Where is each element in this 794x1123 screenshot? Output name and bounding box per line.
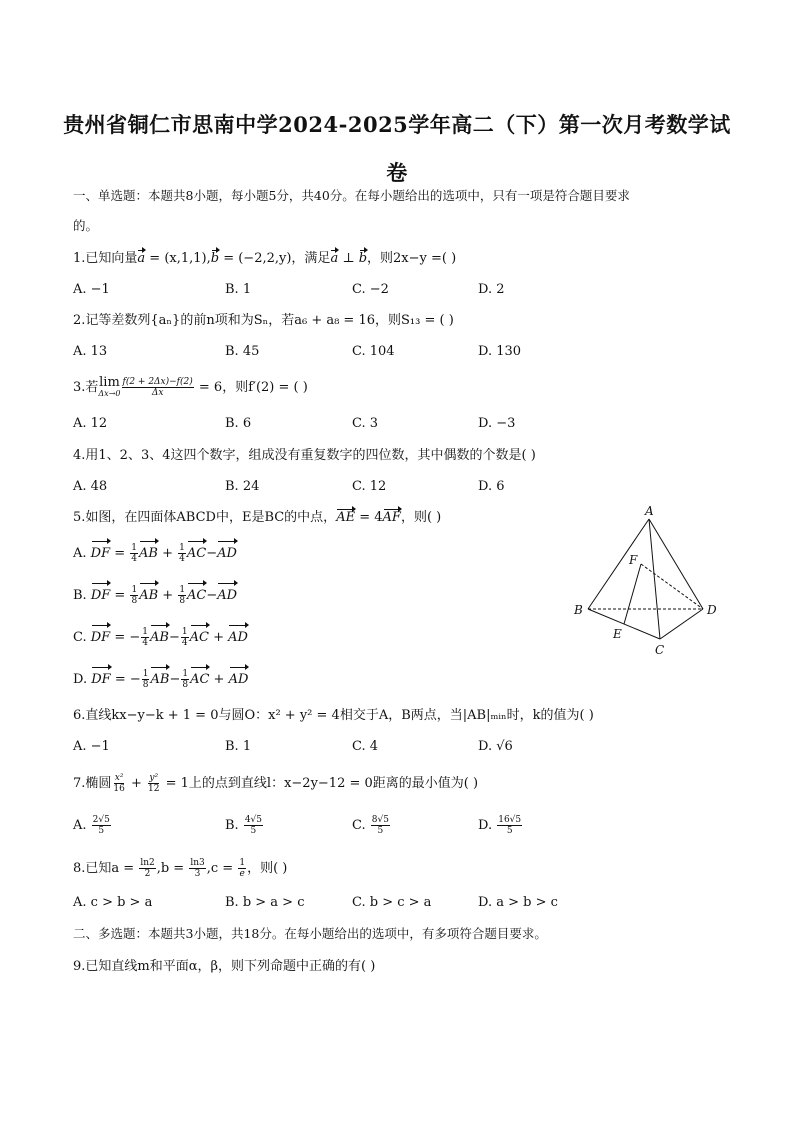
- point-label-f: F: [629, 553, 638, 567]
- question-7-option-a: A. $\frac{2√5}{5}$: [73, 815, 110, 836]
- vertex-label-c: C: [655, 643, 665, 657]
- tetrahedron-figure: [560, 502, 730, 662]
- limit-expression: lim Δx→0: [98, 374, 121, 398]
- question-6-stem: 6.直线kx−y−k + 1 = 0与圆O：x² + y² = 4相交于A，B两点，当|AB|ₘᵢₙ时，k的值为( ): [73, 708, 594, 723]
- question-1-option-c: C. −2: [352, 282, 389, 297]
- section-single-choice-header-cont: 的。: [73, 218, 99, 233]
- question-5-option-b: B. DF = $\frac{1}{8}$ AB + $\frac{1}{8}$ AC−AD: [73, 582, 237, 610]
- tetrahedron-diagram: [560, 502, 730, 662]
- question-3-option-a: A. 12: [73, 416, 108, 431]
- edge-ad: [649, 519, 703, 609]
- question-7-stem: 7.椭圆 $\frac{\text{x²}}{16}$ + $\frac{\text{y²}}{12}$ = 1上的点到直线l：x−2y−12 = 0距离的最小值为( ): [73, 773, 479, 794]
- point-label-e: E: [613, 627, 622, 641]
- question-9-stem: 9.已知直线m和平面α，β，则下列命题中正确的有( ): [73, 959, 376, 974]
- question-3-stem: 3.若 lim Δx→0 $\frac{f(2 + 2\Delta x)-f(2)}{\Delta x}$ = 6，则f′(2) = ( ): [73, 374, 308, 398]
- section-multi-choice-header: 二、多选题：本题共3小题，共18分。在每小题给出的选项中，有多项符合题目要求。: [73, 926, 547, 941]
- question-1-option-a: A. −1: [73, 282, 110, 297]
- question-8-stem: 8.已知a = $\frac{\ln 2}{2}$ ,b = $\frac{\ln 3}{3}$ ,c = $\frac{1}{e}$ ，则( ): [73, 858, 288, 879]
- edge-cd: [660, 609, 703, 639]
- question-7-option-d: D. $\frac{16√5}{5}$: [478, 815, 522, 836]
- question-4-stem: 4.用1、2、3、4这四个数字，组成没有重复数字的四位数，其中偶数的个数是( ): [73, 448, 536, 463]
- question-8-option-a: A. c > b > a: [73, 895, 153, 910]
- question-5-option-a: A. DF = $\frac{1}{4}$ AB + $\frac{1}{4}$ AC−AD: [73, 540, 237, 568]
- question-1-option-d: D. 2: [478, 282, 505, 297]
- question-6-option-d: D. √6: [478, 739, 513, 754]
- question-5-option-d: D. DF = − $\frac{1}{8}$ AB− $\frac{1}{8}$ AC + AD: [73, 666, 248, 694]
- document-title: [60, 101, 734, 197]
- question-2-stem: 2.记等差数列{aₙ}的前n项和为Sₙ，若a₆ + a₈ = 16，则S₁₃ = ( ): [73, 313, 454, 328]
- question-6-option-a: A. −1: [73, 739, 110, 754]
- question-3-option-d: D. −3: [478, 416, 516, 431]
- edge-ab: [588, 519, 649, 609]
- question-4-option-a: A. 48: [73, 479, 108, 494]
- edge-ac: [649, 519, 660, 639]
- question-6-option-c: C. 4: [352, 739, 379, 754]
- question-8-option-c: C. b > c > a: [352, 895, 432, 910]
- fraction: $\frac{f(2 + 2\Delta x)-f(2)}{\Delta x}$: [122, 377, 193, 398]
- question-1-stem: 1.已知向量a = (x,1,1),b = (−2,2,y)，满足a ⊥ b，则2x−y =( ): [73, 249, 456, 269]
- question-4-option-b: B. 24: [225, 479, 260, 494]
- question-5-stem: 5.如图，在四面体ABCD中，E是BC的中点，AE = 4AF，则( ): [73, 508, 441, 528]
- question-1-option-b: B. 1: [225, 282, 252, 297]
- vertex-label-a: A: [645, 504, 654, 518]
- question-3-option-c: C. 3: [352, 416, 379, 431]
- question-7-option-c: C. $\frac{8√5}{5}$: [352, 815, 389, 836]
- question-2-option-c: C. 104: [352, 344, 395, 359]
- vertex-label-d: D: [707, 603, 717, 617]
- question-5-option-c: C. DF = − $\frac{1}{4}$ AB− $\frac{1}{4}$ AC + AD: [73, 624, 248, 652]
- question-6-option-b: B. 1: [225, 739, 252, 754]
- question-2-option-d: D. 130: [478, 344, 522, 359]
- question-4-option-d: D. 6: [478, 479, 505, 494]
- question-2-option-b: B. 45: [225, 344, 260, 359]
- question-3-option-b: B. 6: [225, 416, 252, 431]
- question-7-option-b: B. $\frac{4√5}{5}$: [225, 815, 263, 836]
- section-single-choice-header: 一、单选题：本题共8小题，每小题5分，共40分。在每小题给出的选项中，只有一项是符合题目要求: [73, 188, 630, 203]
- question-8-option-b: B. b > a > c: [225, 895, 305, 910]
- segment-ef: [624, 564, 641, 624]
- question-8-option-d: D. a > b > c: [478, 895, 558, 910]
- segment-fd-hidden: [641, 564, 703, 609]
- document-title-line2: 卷: [386, 160, 408, 185]
- question-4-option-c: C. 12: [352, 479, 387, 494]
- vertex-label-b: B: [574, 603, 583, 617]
- question-2-option-a: A. 13: [73, 344, 108, 359]
- document-title-line1: 贵州省铜仁市思南中学2024-2025学年高二（下）第一次月考数学试: [63, 112, 731, 137]
